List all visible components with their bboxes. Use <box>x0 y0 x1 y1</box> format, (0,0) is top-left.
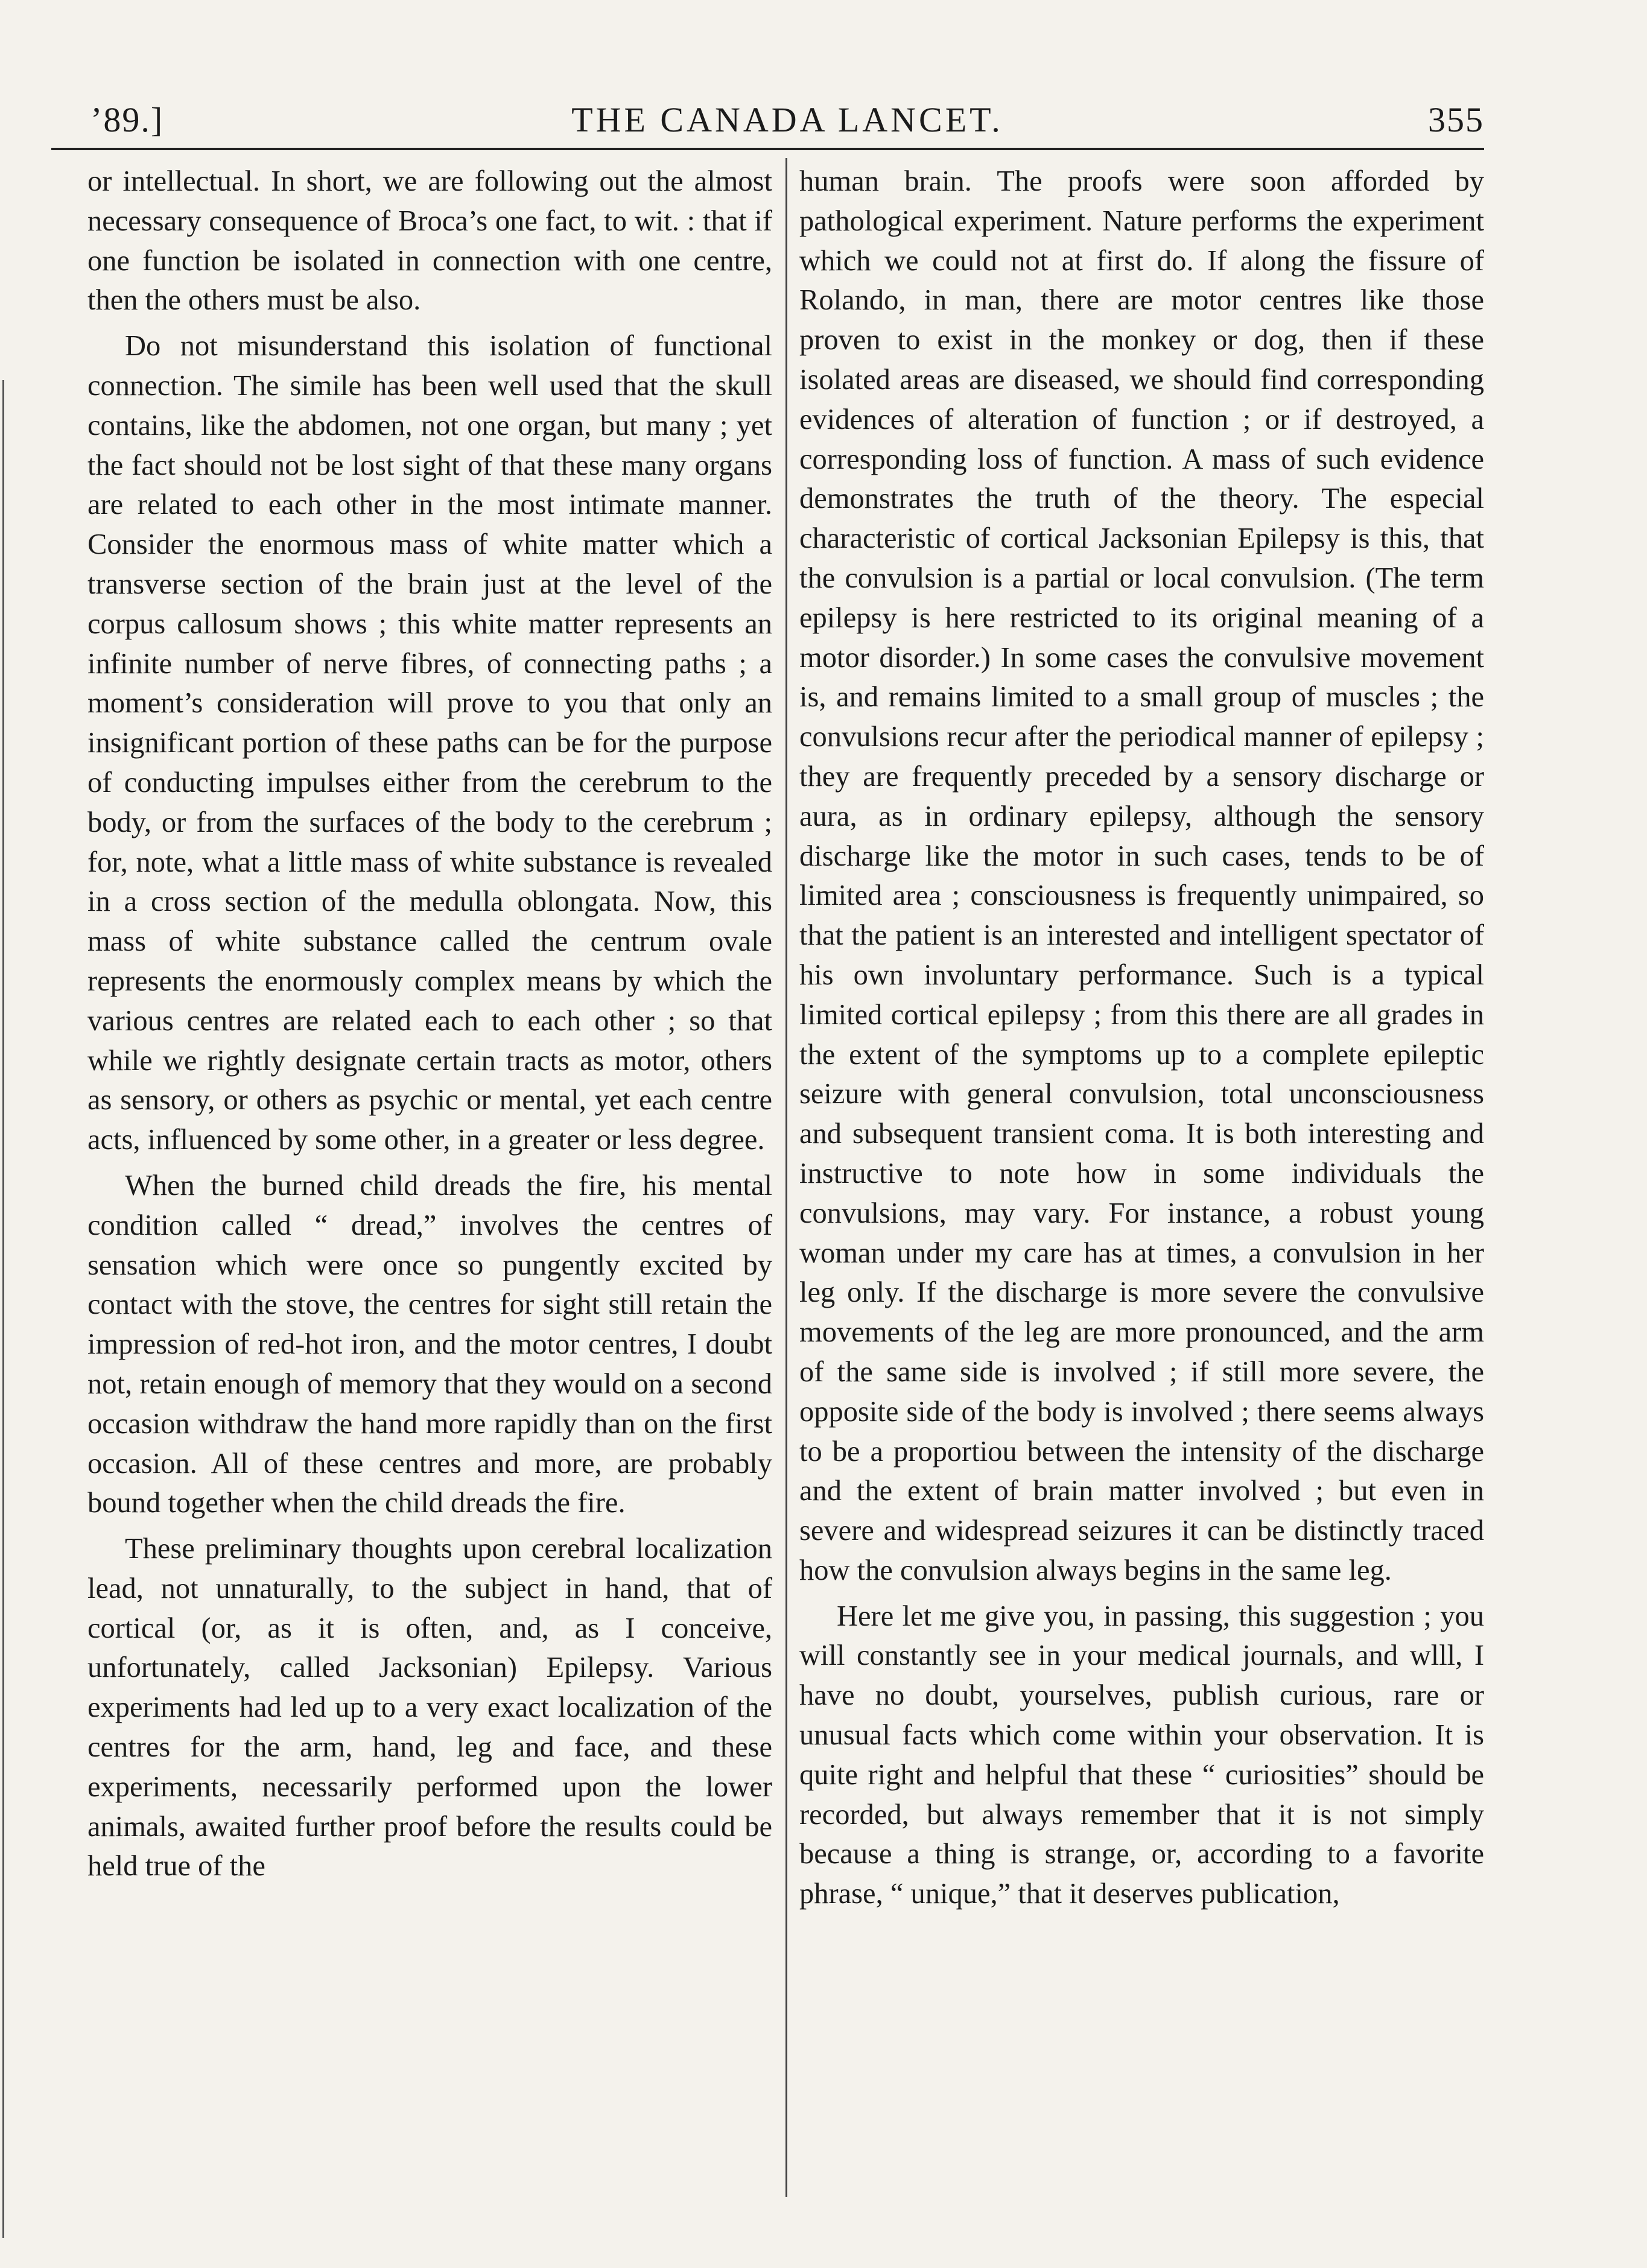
paragraph: When the burned child dreads the fire, his mental condition called “ dread,” involves the centres of sensation which were once so pungently excited by contact with the stove, the centres for sight still retain the impression of red-hot iron, and the motor centres, I doubt not, retain enough of memory that they would on a second occasion withdraw the hand more rapidly than on the first occasion. All of these centres and more, are probably bound together when the child dreads the fire. <box>87 1169 772 1519</box>
column-divider <box>785 158 787 2197</box>
paragraph: or intellectual. In short, we are following out the almost necessary consequence of Broca’s one fact, to wit. : that if one function be isolated in connection with one centre, then the others must be also. <box>87 165 772 317</box>
right-column <box>799 162 1484 1920</box>
header-rule <box>51 148 1484 150</box>
page-number: 355 <box>1428 100 1484 139</box>
running-header <box>90 100 1484 154</box>
paragraph: human brain. The proofs were soon afforded by pathological experiment. Nature performs the experiment which we could not at first do. If along the fissure of Rolando, in man, there are motor centres like those proven to exist in the monkey or dog, then if these isolated areas are diseased, we should find corresponding evidences of alteration of function ; or if destroyed, a corresponding loss of function. A mass of such evidence demonstrates the truth of the theory. The especial characteristic of cortical Jacksonian Epilepsy is this, that the convulsion is a partial or local convulsion. (The term epilepsy is here restricted to its original meaning of a motor disorder.) In some cases the convulsive movement is, and remains limited to a small group of muscles ; the convulsions recur after the periodical manner of epilepsy ; they are frequently preceded by a sensory discharge or aura, as in ordinary epilepsy, although the sensory discharge like the motor in such cases, tends to be of limited area ; consciousness is frequently unimpaired, so that the patient is an interested and intelligent spectator of his own involuntary performance. Such is a typical limited cortical epilepsy ; from this there are all grades in the extent of the symptoms up to a complete epileptic seizure with general convulsion, total unconsciousness and subsequent transient coma. It is both interesting and instructive to note how in some individuals the convulsions, may vary. For instance, a robust young woman under my care has at times, a convulsion in her leg only. If the discharge is more severe the convulsive movements of the leg are more pronounced, and the arm of the same side is involved ; if still more severe, the opposite side of the body is involved ; there seems always to be a proportiou between the intensity of the discharge and the extent of brain matter involved ; but even in severe and widespread seizures it can be distinctly traced how the convulsion always begins in the same leg. <box>799 165 1484 1586</box>
paragraph: These preliminary thoughts upon cerebral localization lead, not unnaturally, to the subject in hand, that of cortical (or, as it is often, and, as I conceive, unfortunately, called Jacksonian) Epilepsy. Various experiments had led up to a very exact localization of the centres for the arm, hand, leg and face, and these experiments, necessarily performed upon the lower animals, awaited further proof before the results could be held true of the <box>87 1533 772 1883</box>
left-column <box>87 162 772 1892</box>
binding-edge-line <box>2 380 4 2238</box>
header-year: ’89.] <box>90 100 164 139</box>
journal-title: THE CANADA LANCET. <box>571 100 1003 139</box>
paragraph: Here let me give you, in passing, this suggestion ; you will constantly see in your medical journals, and wlll, I have no doubt, yourselves, publish curious, rare or unusual facts which come within your observation. It is quite right and helpful that these “ curiosities” should be recorded, but always remember that it is not simply because a thing is strange, or, according to a favorite phrase, “ unique,” that it deserves publication, <box>799 1600 1484 1910</box>
paragraph: Do not misunderstand this isolation of functional connection. The simile has been well used that the skull contains, like the abdomen, not one organ, but many ; yet the fact should not be lost sight of that these many organs are related to each other in the most intimate manner. Consider the enormous mass of white matter which a transverse section of the brain just at the level of the corpus callosum shows ; this white matter represents an infinite number of nerve fibres, of connecting paths ; a moment’s consideration will prove to you that only an insignificant portion of these paths can be for the purpose of conducting impulses either from the cerebrum to the body, or from the surfaces of the body to the cerebrum ; for, note, what a little mass of white substance is revealed in a cross section of the medulla oblongata. Now, this mass of white substance called the centrum ovale represents the enormously complex means by which the various centres are related each to each other ; so that while we rightly designate certain tracts as motor, others as sensory, or others as psychic or mental, yet each centre acts, influenced by some other, in a greater or less degree. <box>87 330 772 1156</box>
